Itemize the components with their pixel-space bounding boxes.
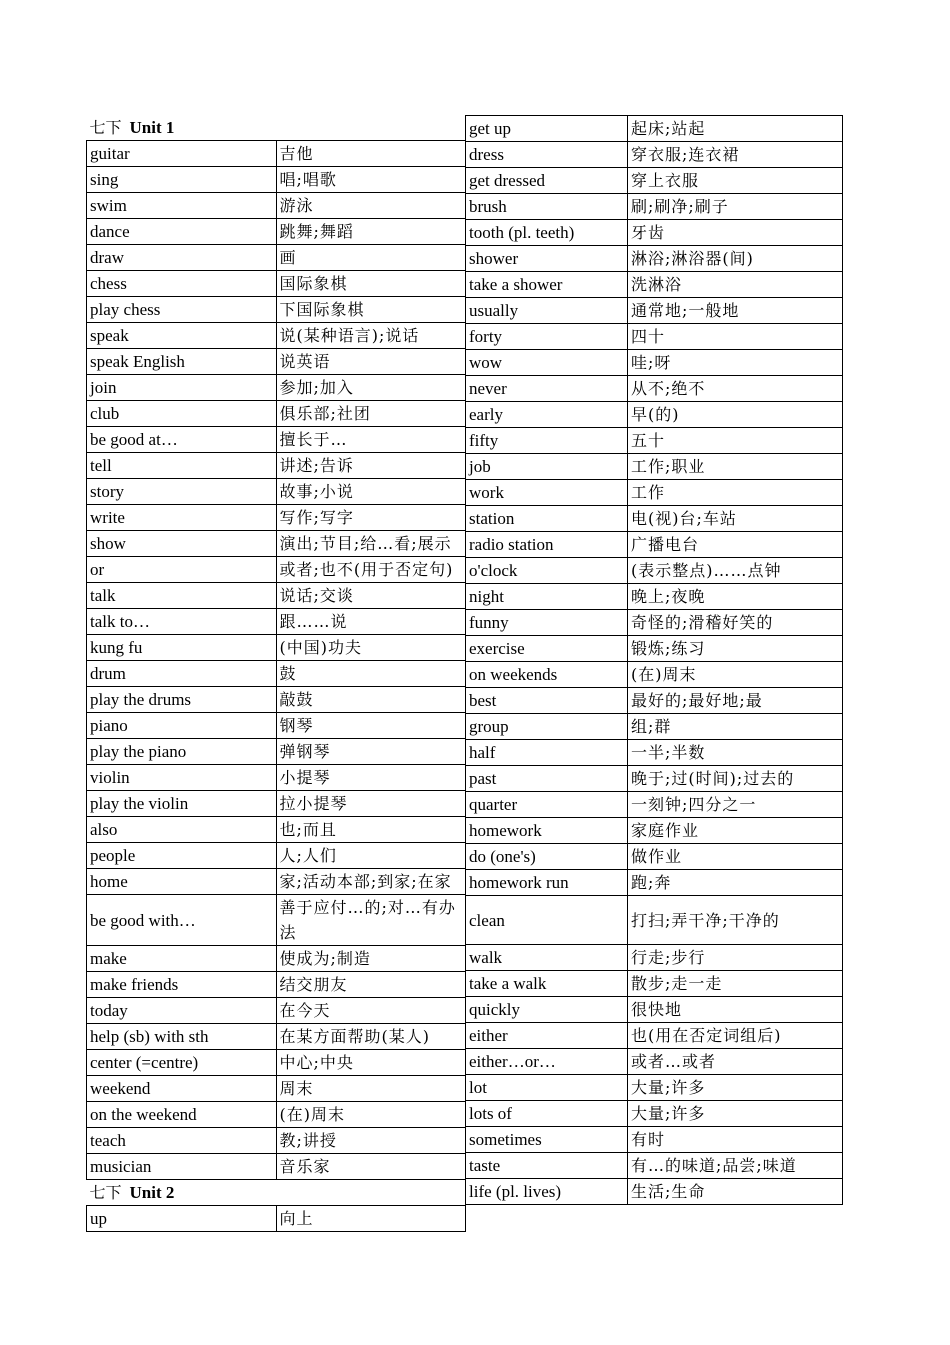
chinese-meaning: 也;而且 (276, 817, 466, 843)
chinese-meaning: 也(用在否定词组后) (628, 1023, 843, 1049)
english-term: quickly (466, 997, 628, 1023)
vocab-row (466, 324, 843, 350)
chinese-meaning: 穿衣服;连衣裙 (628, 142, 843, 168)
english-term: early (466, 402, 628, 428)
english-term: play chess (87, 297, 277, 323)
vocab-row (466, 168, 843, 194)
chinese-meaning: 打扫;弄干净;干净的 (628, 896, 843, 945)
chinese-meaning: 工作;职业 (628, 454, 843, 480)
vocab-row (466, 506, 843, 532)
chinese-meaning: 五十 (628, 428, 843, 454)
english-term: life (pl. lives) (466, 1179, 628, 1205)
chinese-meaning: 说(某种语言);说话 (276, 323, 466, 349)
chinese-meaning: 晚于;过(时间);过去的 (628, 766, 843, 792)
vocab-row (87, 167, 466, 193)
unit-heading (87, 115, 466, 141)
vocab-row (466, 402, 843, 428)
vocab-row (466, 1127, 843, 1153)
english-term: teach (87, 1128, 277, 1154)
chinese-meaning: 大量;许多 (628, 1101, 843, 1127)
english-term: story (87, 479, 277, 505)
chinese-meaning: 周末 (276, 1076, 466, 1102)
vocab-row (466, 844, 843, 870)
english-term: do (one's) (466, 844, 628, 870)
english-term: get dressed (466, 168, 628, 194)
chinese-meaning: 哇;呀 (628, 350, 843, 376)
vocab-row (87, 401, 466, 427)
chinese-meaning: 故事;小说 (276, 479, 466, 505)
chinese-meaning: 教;讲授 (276, 1128, 466, 1154)
chinese-meaning: 或者;也不(用于否定句) (276, 557, 466, 583)
vocab-row (87, 245, 466, 271)
vocab-row (87, 1206, 466, 1232)
right-vocab-column (465, 115, 843, 1205)
english-term: play the piano (87, 739, 277, 765)
vocab-row (466, 1023, 843, 1049)
english-term: violin (87, 765, 277, 791)
vocab-row (87, 765, 466, 791)
vocab-row (87, 817, 466, 843)
vocab-row (87, 635, 466, 661)
vocab-row (466, 1075, 843, 1101)
vocab-row (466, 454, 843, 480)
chinese-meaning: 牙齿 (628, 220, 843, 246)
english-term: make (87, 946, 277, 972)
english-term: lot (466, 1075, 628, 1101)
vocab-row (87, 609, 466, 635)
english-term: half (466, 740, 628, 766)
english-term: never (466, 376, 628, 402)
vocab-row (466, 350, 843, 376)
vocab-row (87, 1024, 466, 1050)
chinese-meaning: 行走;步行 (628, 945, 843, 971)
english-term: clean (466, 896, 628, 945)
english-term: drum (87, 661, 277, 687)
english-term: today (87, 998, 277, 1024)
english-term: talk (87, 583, 277, 609)
vocab-row (87, 1154, 466, 1180)
chinese-meaning: 钢琴 (276, 713, 466, 739)
english-term: play the violin (87, 791, 277, 817)
chinese-meaning: 一半;半数 (628, 740, 843, 766)
chinese-meaning: 跳舞;舞蹈 (276, 219, 466, 245)
chinese-meaning: 游泳 (276, 193, 466, 219)
vocab-row (87, 557, 466, 583)
english-term: on the weekend (87, 1102, 277, 1128)
vocab-row (87, 972, 466, 998)
english-term: homework run (466, 870, 628, 896)
chinese-meaning: 早(的) (628, 402, 843, 428)
unit-heading (87, 1180, 466, 1206)
english-term: speak (87, 323, 277, 349)
chinese-meaning: 晚上;夜晚 (628, 584, 843, 610)
english-term: quarter (466, 792, 628, 818)
english-term: taste (466, 1153, 628, 1179)
vocab-row (466, 480, 843, 506)
vocab-row (466, 714, 843, 740)
chinese-meaning: 演出;节目;给…看;展示 (276, 531, 466, 557)
english-term: lots of (466, 1101, 628, 1127)
vocab-row (466, 376, 843, 402)
english-term: job (466, 454, 628, 480)
english-term: chess (87, 271, 277, 297)
english-term: piano (87, 713, 277, 739)
chinese-meaning: 从不;绝不 (628, 376, 843, 402)
english-term: usually (466, 298, 628, 324)
chinese-meaning: 俱乐部;社团 (276, 401, 466, 427)
vocab-row (87, 1050, 466, 1076)
english-term: sometimes (466, 1127, 628, 1153)
chinese-meaning: 淋浴;淋浴器(间) (628, 246, 843, 272)
english-term: wow (466, 350, 628, 376)
vocab-row (87, 297, 466, 323)
vocab-row (87, 1128, 466, 1154)
chinese-meaning: 讲述;告诉 (276, 453, 466, 479)
chinese-meaning: 家庭作业 (628, 818, 843, 844)
english-term: join (87, 375, 277, 401)
english-term: forty (466, 324, 628, 350)
english-term: show (87, 531, 277, 557)
english-term: funny (466, 610, 628, 636)
unit-header (87, 1180, 466, 1206)
chinese-meaning: 奇怪的;滑稽好笑的 (628, 610, 843, 636)
chinese-meaning: 中心;中央 (276, 1050, 466, 1076)
chinese-meaning: 擅长于… (276, 427, 466, 453)
english-term: past (466, 766, 628, 792)
unit-grade-label: 七下 (89, 1183, 122, 1202)
english-term: dance (87, 219, 277, 245)
chinese-meaning: 参加;加入 (276, 375, 466, 401)
chinese-meaning: 穿上衣服 (628, 168, 843, 194)
english-term: station (466, 506, 628, 532)
english-term: make friends (87, 972, 277, 998)
unit-title: Unit 1 (129, 118, 175, 137)
english-term: people (87, 843, 277, 869)
vocab-row (87, 479, 466, 505)
chinese-meaning: (在)周末 (276, 1102, 466, 1128)
english-term: weekend (87, 1076, 277, 1102)
chinese-meaning: 电(视)台;车站 (628, 506, 843, 532)
vocab-row (466, 142, 843, 168)
english-term: help (sb) with sth (87, 1024, 277, 1050)
chinese-meaning: 吉他 (276, 141, 466, 167)
chinese-meaning: 音乐家 (276, 1154, 466, 1180)
chinese-meaning: 在某方面帮助(某人) (276, 1024, 466, 1050)
vocab-row (87, 739, 466, 765)
english-term: swim (87, 193, 277, 219)
chinese-meaning: (在)周末 (628, 662, 843, 688)
unit-header (87, 115, 466, 141)
vocab-row (87, 193, 466, 219)
vocab-row (466, 1049, 843, 1075)
english-term: also (87, 817, 277, 843)
chinese-meaning: 跑;奔 (628, 870, 843, 896)
chinese-meaning: (中国)功夫 (276, 635, 466, 661)
vocab-row (466, 220, 843, 246)
english-term: guitar (87, 141, 277, 167)
chinese-meaning: 做作业 (628, 844, 843, 870)
unit-grade-label: 七下 (89, 118, 122, 137)
chinese-meaning: 很快地 (628, 997, 843, 1023)
vocab-row (466, 428, 843, 454)
chinese-meaning: 锻炼;练习 (628, 636, 843, 662)
english-term: tell (87, 453, 277, 479)
english-term: o'clock (466, 558, 628, 584)
chinese-meaning: 洗淋浴 (628, 272, 843, 298)
vocab-row (466, 298, 843, 324)
vocab-row (87, 791, 466, 817)
english-term: talk to… (87, 609, 277, 635)
chinese-meaning: 画 (276, 245, 466, 271)
chinese-meaning: 下国际象棋 (276, 297, 466, 323)
vocab-row (87, 661, 466, 687)
vocab-row (87, 219, 466, 245)
chinese-meaning: 人;人们 (276, 843, 466, 869)
vocab-row (466, 766, 843, 792)
vocab-row (87, 946, 466, 972)
chinese-meaning: 说英语 (276, 349, 466, 375)
vocab-row (466, 1101, 843, 1127)
english-term: get up (466, 116, 628, 142)
chinese-meaning: 有时 (628, 1127, 843, 1153)
chinese-meaning: (表示整点)……点钟 (628, 558, 843, 584)
vocab-row (87, 427, 466, 453)
chinese-meaning: 弹钢琴 (276, 739, 466, 765)
chinese-meaning: 唱;唱歌 (276, 167, 466, 193)
chinese-meaning: 大量;许多 (628, 1075, 843, 1101)
vocab-row (466, 194, 843, 220)
english-term: be good at… (87, 427, 277, 453)
vocab-row (87, 687, 466, 713)
vocab-row (466, 246, 843, 272)
chinese-meaning: 向上 (276, 1206, 466, 1232)
english-term: brush (466, 194, 628, 220)
vocab-row (466, 1153, 843, 1179)
vocab-row (466, 971, 843, 997)
vocab-row (466, 945, 843, 971)
english-term: home (87, 869, 277, 895)
chinese-meaning: 通常地;一般地 (628, 298, 843, 324)
vocab-row (87, 349, 466, 375)
chinese-meaning: 最好的;最好地;最 (628, 688, 843, 714)
vocab-row (466, 610, 843, 636)
english-term: or (87, 557, 277, 583)
english-term: group (466, 714, 628, 740)
chinese-meaning: 生活;生命 (628, 1179, 843, 1205)
chinese-meaning: 组;群 (628, 714, 843, 740)
english-term: kung fu (87, 635, 277, 661)
chinese-meaning: 家;活动本部;到家;在家 (276, 869, 466, 895)
vocab-row (87, 869, 466, 895)
vocab-row (466, 558, 843, 584)
chinese-meaning: 敲鼓 (276, 687, 466, 713)
chinese-meaning: 结交朋友 (276, 972, 466, 998)
chinese-meaning: 散步;走一走 (628, 971, 843, 997)
english-term: on weekends (466, 662, 628, 688)
chinese-meaning: 拉小提琴 (276, 791, 466, 817)
vocab-row (87, 1102, 466, 1128)
english-term: speak English (87, 349, 277, 375)
chinese-meaning: 小提琴 (276, 765, 466, 791)
chinese-meaning: 工作 (628, 480, 843, 506)
vocab-row (466, 792, 843, 818)
vocab-row (87, 453, 466, 479)
english-term: club (87, 401, 277, 427)
chinese-meaning: 鼓 (276, 661, 466, 687)
chinese-meaning: 广播电台 (628, 532, 843, 558)
vocab-row (466, 1179, 843, 1205)
chinese-meaning: 跟……说 (276, 609, 466, 635)
unit-title: Unit 2 (129, 1183, 175, 1202)
english-term: work (466, 480, 628, 506)
vocab-row (87, 141, 466, 167)
english-term: center (=centre) (87, 1050, 277, 1076)
english-term: radio station (466, 532, 628, 558)
left-vocab-column (86, 115, 466, 1232)
vocab-row (87, 505, 466, 531)
english-term: tooth (pl. teeth) (466, 220, 628, 246)
vocab-row (87, 998, 466, 1024)
chinese-meaning: 一刻钟;四分之一 (628, 792, 843, 818)
vocab-row (466, 818, 843, 844)
english-term: take a walk (466, 971, 628, 997)
chinese-meaning: 四十 (628, 324, 843, 350)
english-term: musician (87, 1154, 277, 1180)
unit1-vocab-table (86, 115, 466, 1232)
chinese-meaning: 刷;刷净;刷子 (628, 194, 843, 220)
vocab-row (87, 531, 466, 557)
english-term: write (87, 505, 277, 531)
english-term: best (466, 688, 628, 714)
vocab-row (87, 583, 466, 609)
vocab-row (466, 636, 843, 662)
english-term: walk (466, 945, 628, 971)
vocab-row (87, 375, 466, 401)
english-term: exercise (466, 636, 628, 662)
chinese-meaning: 有…的味道;品尝;味道 (628, 1153, 843, 1179)
vocab-row (466, 532, 843, 558)
english-term: homework (466, 818, 628, 844)
vocab-row (466, 272, 843, 298)
vocab-row (466, 584, 843, 610)
vocab-row (466, 870, 843, 896)
english-term: sing (87, 167, 277, 193)
vocab-row (466, 896, 843, 945)
chinese-meaning: 使成为;制造 (276, 946, 466, 972)
vocab-row (466, 997, 843, 1023)
chinese-meaning: 或者…或者 (628, 1049, 843, 1075)
vocab-row (87, 713, 466, 739)
english-term: draw (87, 245, 277, 271)
vocab-row (87, 323, 466, 349)
english-term: fifty (466, 428, 628, 454)
english-term: shower (466, 246, 628, 272)
english-term: up (87, 1206, 277, 1232)
vocab-row (87, 1076, 466, 1102)
chinese-meaning: 国际象棋 (276, 271, 466, 297)
english-term: either (466, 1023, 628, 1049)
english-term: take a shower (466, 272, 628, 298)
chinese-meaning: 说话;交谈 (276, 583, 466, 609)
english-term: be good with… (87, 895, 277, 946)
vocab-row (466, 688, 843, 714)
vocab-row (87, 895, 466, 946)
vocab-row (466, 740, 843, 766)
chinese-meaning: 善于应付…的;对…有办法 (276, 895, 466, 946)
english-term: either…or… (466, 1049, 628, 1075)
vocab-row (466, 116, 843, 142)
chinese-meaning: 起床;站起 (628, 116, 843, 142)
unit1-vocab-table-continued (465, 115, 843, 1205)
chinese-meaning: 写作;写字 (276, 505, 466, 531)
english-term: play the drums (87, 687, 277, 713)
english-term: dress (466, 142, 628, 168)
vocab-row (87, 271, 466, 297)
vocab-row (87, 843, 466, 869)
vocab-row (466, 662, 843, 688)
english-term: night (466, 584, 628, 610)
chinese-meaning: 在今天 (276, 998, 466, 1024)
